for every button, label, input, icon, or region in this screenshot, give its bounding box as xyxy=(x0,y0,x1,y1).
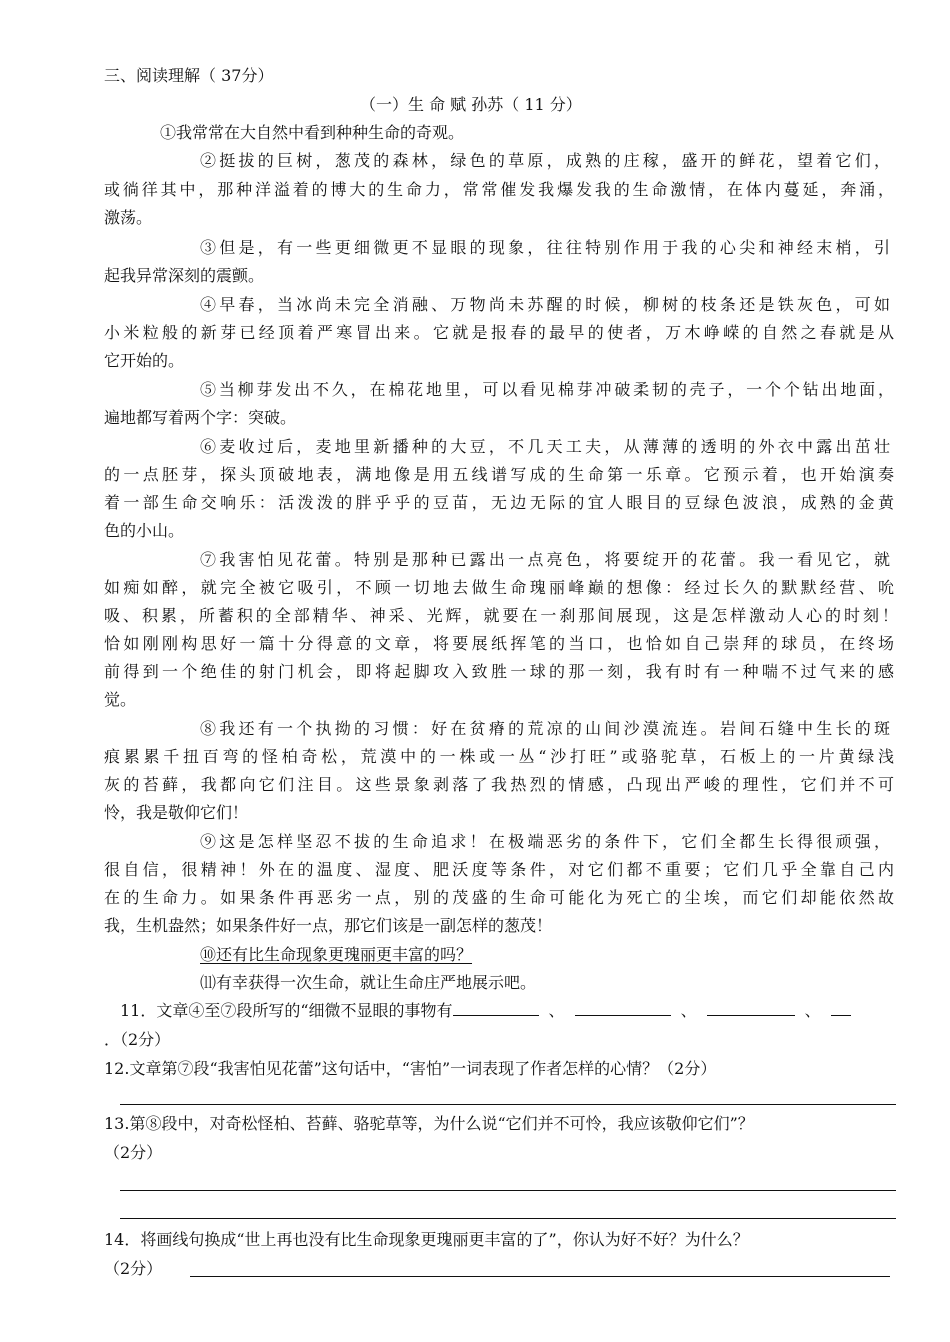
paragraph-8-line-3: 灰的苔藓，我都向它们注目。这些景象剥落了我热烈的情感，凸现出严峻的理性，它们并不可 xyxy=(104,775,894,794)
paragraph-7-line-3: 吸、积累，所蓄积的全部精华、神采、光辉，就要在一刹那间展现，这是怎样激动人心的时刻！ xyxy=(104,606,898,625)
answer-blank-11b[interactable] xyxy=(575,999,671,1016)
paragraph-7-line-2: 如痴如醉，就完全被它吸引，不顾一切地去做生命瑰丽峰巅的想像：经过长久的默默经营、吮 xyxy=(104,578,894,597)
paragraph-6-line-1: ⑥麦收过后，麦地里新播种的大豆，不几天工夫，从薄薄的透明的外衣中露出茁壮 xyxy=(200,437,890,456)
question-11 xyxy=(120,998,851,1024)
paragraph-9-line-3: 在的生命力。如果条件再恶劣一点，别的茂盛的生命可能化为死亡的尘埃，而它们却能依然故 xyxy=(104,888,894,907)
question-11-text: 11．文章④至⑦段所写的“细微不显眼的事物有 xyxy=(120,1001,453,1020)
question-14-line-1: 14．将画线句换成“世上再也没有比生命现象更瑰丽更丰富的了”，你认为好不好？为什么？ xyxy=(104,1230,749,1249)
paragraph-9-line-2: 很自信，很精神！外在的温度、湿度、肥沃度等条件，对它们都不重要；它们几乎全靠自己内 xyxy=(104,860,894,879)
paragraph-6-line-4: 色的小山。 xyxy=(104,521,185,540)
answer-line-13b[interactable] xyxy=(120,1218,896,1219)
paragraph-2-line-2: 或徜徉其中，那种洋溢着的博大的生命力，常常催发我爆发我的生命激情，在体内蔓延，奔涌， xyxy=(104,180,894,199)
paragraph-4-line-1: ④早春，当冰尚未完全消融、万物尚未苏醒的时候，柳树的枝条还是铁灰色，可如 xyxy=(200,295,890,314)
answer-line-12[interactable] xyxy=(120,1104,896,1105)
paragraph-9-line-1: ⑨这是怎样坚忍不拔的生命追求！在极端恶劣的条件下，它们全都生长得很顽强， xyxy=(200,832,890,851)
paragraph-8-line-4: 怜，我是敬仰它们！ xyxy=(104,803,249,822)
paragraph-8-line-2: 痕累累千扭百弯的怪柏奇松，荒漠中的一株或一丛“沙打旺”或骆驼草，石板上的一片黄绿浅 xyxy=(104,747,894,766)
paragraph-2-line-1: ②挺拔的巨树，葱茂的森林，绿色的草原，成熟的庄稼，盛开的鲜花，望着它们， xyxy=(200,151,890,170)
answer-blank-11a[interactable] xyxy=(453,999,539,1016)
paragraph-9-line-4: 我，生机盎然；如果条件好一点，那它们该是一副怎样的葱茂！ xyxy=(104,916,553,935)
paragraph-7-line-5: 前得到一个绝佳的射门机会，即将起脚攻入致胜一球的那一刻，我有时有一种喘不过气来的感 xyxy=(104,662,894,681)
paragraph-5-line-2: 遍地都写着两个字：突破。 xyxy=(104,408,297,427)
answer-blank-11d[interactable] xyxy=(831,999,851,1016)
paragraph-2-line-3: 激荡。 xyxy=(104,208,153,227)
paragraph-4-line-2: 小米粒般的新芽已经顶着严寒冒出来。它就是报春的最早的使者，万木峥嵘的自然之春就是从 xyxy=(104,323,894,342)
question-13-line-1: 13.第⑧段中，对奇松怪柏、苔藓、骆驼草等，为什么说“它们并不可怜，我应该敬仰它们”？ xyxy=(104,1114,754,1133)
paragraph-11: ⑾有幸获得一次生命，就让生命庄严地展示吧。 xyxy=(200,973,537,992)
paragraph-5-line-1: ⑤当柳芽发出不久，在棉花地里，可以看见棉芽冲破柔韧的壳子，一个个钻出地面， xyxy=(200,380,894,399)
separator: 、 xyxy=(680,1001,697,1020)
answer-line-14[interactable] xyxy=(190,1276,890,1277)
answer-blank-11c[interactable] xyxy=(707,999,795,1016)
paragraph-7-line-4: 恰如刚刚构思好一篇十分得意的文章，将要展纸挥笔的当口，也恰如自己崇拜的球员，在终场 xyxy=(104,634,894,653)
answer-line-13a[interactable] xyxy=(120,1190,896,1191)
paragraph-7-line-6: 觉。 xyxy=(104,690,137,709)
article-heading: （一）生 命 赋 孙苏（ 11 分） xyxy=(360,95,582,114)
paragraph-7-line-1: ⑦我害怕见花蕾。特别是那种已露出一点亮色，将要绽开的花蕾。我一看见它，就 xyxy=(200,550,890,569)
question-11-score: ．（2分） xyxy=(104,1030,171,1049)
separator: 、 xyxy=(804,1001,821,1020)
section-title: 三、阅读理解（ 37分） xyxy=(104,66,274,85)
paragraph-6-line-3: 着一部生命交响乐：活泼泼的胖乎乎的豆苗，无边无际的宜人眼目的豆绿色波浪，成熟的金黄 xyxy=(104,493,894,512)
question-13-line-2: （2分） xyxy=(104,1143,163,1162)
paragraph-4-line-3: 它开始的。 xyxy=(104,351,185,370)
question-14-line-2: （2分） xyxy=(104,1259,163,1278)
paragraph-8-line-1: ⑧我还有一个执拗的习惯：好在贫瘠的荒凉的山间沙漠流连。岩间石缝中生长的斑 xyxy=(200,719,890,738)
paragraph-3-line-1: ③但是，有一些更细微更不显眼的现象，往往特别作用于我的心尖和神经末梢，引 xyxy=(200,238,890,257)
paragraph-10-underlined: ⑩还有比生命现象更瑰丽更丰富的吗？ xyxy=(200,945,473,964)
separator: 、 xyxy=(548,1001,565,1020)
paragraph-1: ①我常常在大自然中看到种种生命的奇观。 xyxy=(160,123,465,142)
question-12: 12.文章第⑦段“我害怕见花蕾”这句话中，“害怕”一词表现了作者怎样的心情？（2分） xyxy=(104,1059,717,1078)
paragraph-6-line-2: 的一点胚芽，探头顶破地表，满地像是用五线谱写成的生命第一乐章。它预示着，也开始演奏 xyxy=(104,465,894,484)
paragraph-3-line-2: 起我异常深刻的震颤。 xyxy=(104,266,265,285)
